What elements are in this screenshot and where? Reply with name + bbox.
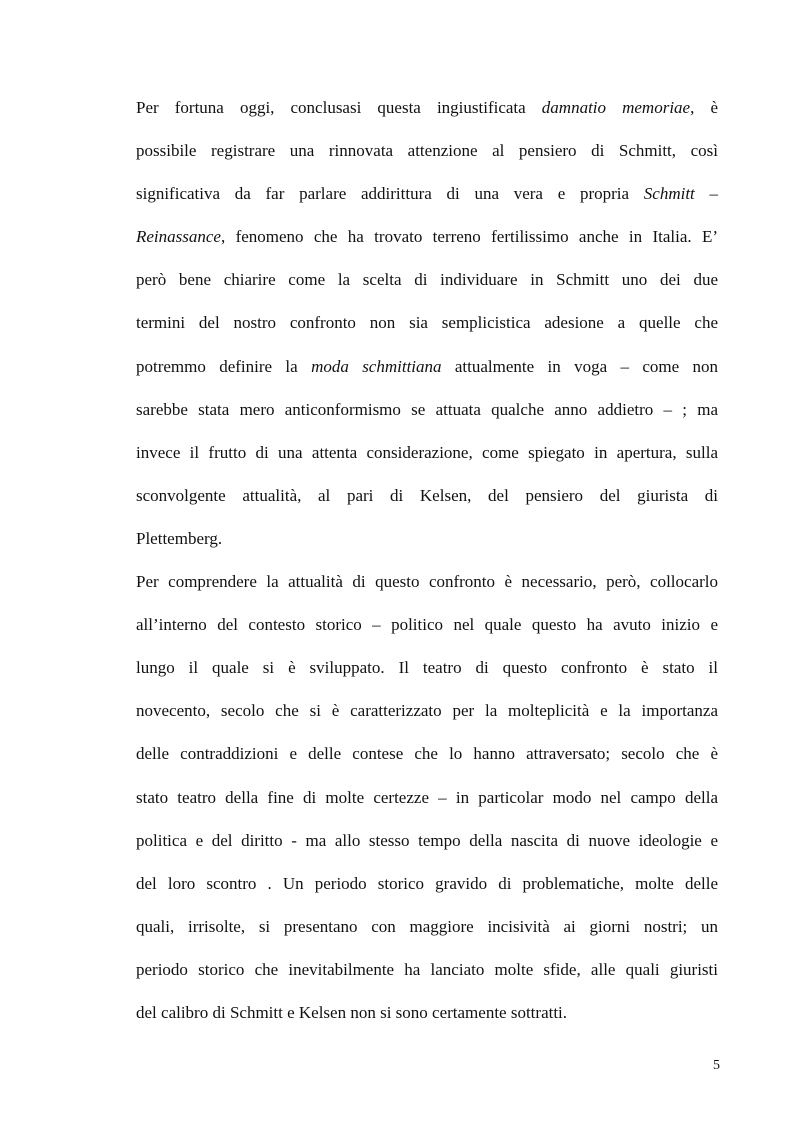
paragraph-1-line-8: sarebbe stata mero anticonformismo se attuata qualche anno addietro – ; ma [136, 399, 718, 419]
paragraph-2-line-4: novecento, secolo che si è caratterizzato per la molteplicità e la importanza [136, 701, 718, 721]
text-span: significativa da far parlare addirittura di una vera e propria [136, 184, 644, 204]
paragraph-1-line-11: Plettemberg. [136, 528, 223, 548]
italic-term-reinassance: Reinassance [136, 227, 221, 247]
paragraph-2-line-8: del loro scontro . Un periodo storico gravido di problematiche, molte delle [136, 873, 718, 893]
italic-term-moda-schmittiana: moda schmittiana [311, 356, 442, 376]
italic-term-damnatio-memoriae: damnatio memoriae [541, 98, 691, 117]
paragraph-2-line-5: delle contraddizioni e delle contese che lo hanno attraversato; secolo che è [136, 744, 718, 764]
paragraph-2-line-2: all’interno del contesto storico – politico nel quale questo ha avuto inizio e [136, 615, 718, 635]
paragraph-1-line-1 [136, 86, 718, 129]
text-span: potremmo definire la [136, 356, 312, 376]
paragraph-1-line-6: termini del nostro confronto non sia semplicistica adesione a quelle che [136, 313, 718, 333]
paragraph-1-line-4 [136, 215, 718, 258]
paragraph-2-line-11: del calibro di Schmitt e Kelsen non si sono certamente sottratti. [136, 1002, 568, 1022]
paragraph-2-line-9: quali, irrisolte, si presentano con maggiore incisività ai giorni nostri; un [136, 916, 718, 936]
paragraph-2-line-7: politica e del diritto - ma allo stesso tempo della nascita di nuove ideologie e [136, 830, 718, 850]
paragraph-2-line-6: stato teatro della fine di molte certezze – in particolar modo nel campo della [136, 787, 718, 807]
text-span: Per fortuna oggi, conclusasi questa ingiustificata [136, 98, 542, 117]
text-span: , fenomeno che ha trovato terreno fertilissimo anche in Italia. E’ [220, 227, 718, 247]
body-text [136, 86, 718, 1034]
paragraph-1-line-7 [136, 345, 718, 388]
paragraph-2-line-10: periodo storico che inevitabilmente ha lanciato molte sfide, alle quali giuristi [136, 959, 718, 979]
page-number: 5 [713, 1058, 720, 1073]
text-span: attualmente in voga – come non [441, 356, 719, 376]
paragraph-1-line-10: sconvolgente attualità, al pari di Kelsen, del pensiero del giurista di [136, 485, 718, 505]
paragraph-2-line-3: lungo il quale si è sviluppato. Il teatro di questo confronto è stato il [136, 658, 718, 678]
paragraph-2-line-1: Per comprendere la attualità di questo confronto è necessario, però, collocarlo [136, 572, 718, 592]
paragraph-1-line-9: invece il frutto di una attenta considerazione, come spiegato in apertura, sulla [136, 442, 718, 462]
italic-term-schmitt: Schmitt – [643, 184, 718, 204]
paragraph-1-line-5: però bene chiarire come la scelta di individuare in Schmitt uno dei due [136, 270, 718, 290]
paragraph-1-line-2: possibile registrare una rinnovata attenzione al pensiero di Schmitt, così [136, 141, 718, 161]
text-span: , è [690, 98, 718, 117]
paragraph-1-line-3 [136, 172, 718, 215]
